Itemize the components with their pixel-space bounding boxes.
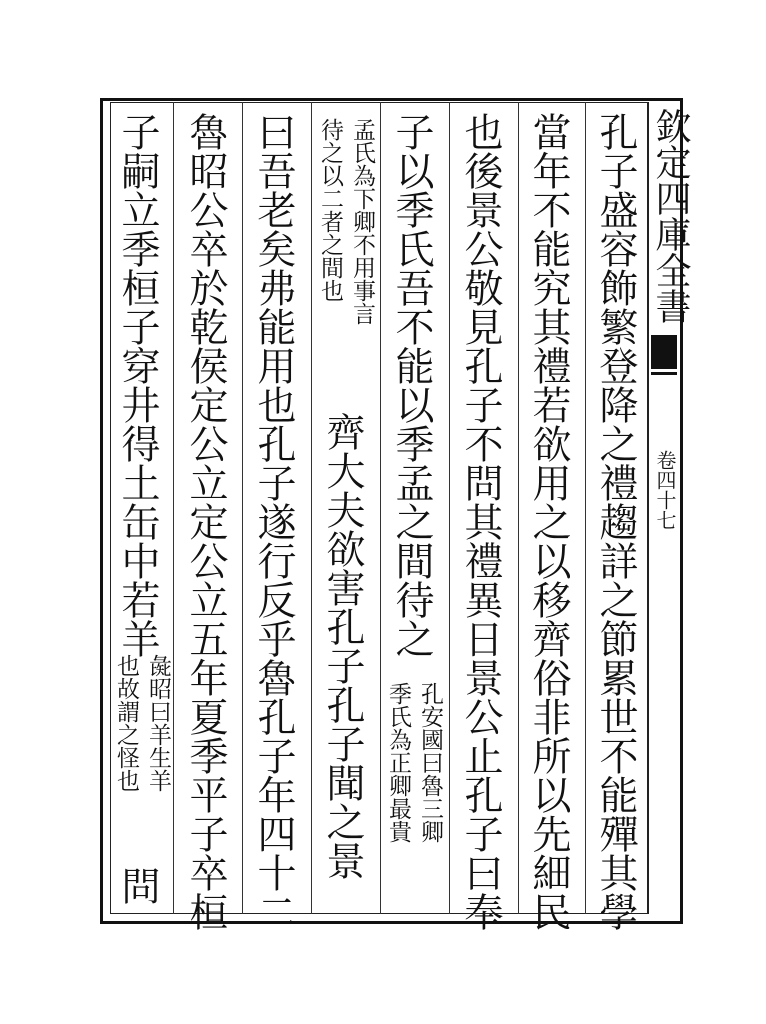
text-column-3: 也後景公敬見孔子不問其禮異日景公止孔子曰奉 <box>458 112 503 931</box>
margin-juan: 卷四十七 <box>653 450 677 530</box>
text-column-2: 當年不能究其禮若欲用之以移齊俗非所以先細民 <box>526 112 571 931</box>
column-rule <box>380 102 381 914</box>
margin-title: 欽定四庫全書 <box>650 108 691 324</box>
text-column-4-main: 子以季氏吾不能以季孟之間待之 <box>389 112 434 658</box>
column-rule <box>311 102 312 914</box>
column-rule <box>173 102 174 914</box>
annotation-right: 孟氏為下卿不用事言 <box>349 118 375 325</box>
annotation-left: 待之以二者之間也 <box>317 118 343 302</box>
text-column-5-main: 齊大夫欲害孔子孔子聞之景 <box>320 412 365 880</box>
column-rule <box>242 102 243 914</box>
text-column-8-end: 問 <box>115 866 160 905</box>
annotation-right: 彘昭曰羊生羊 <box>145 654 171 792</box>
column-rule <box>449 102 450 914</box>
column-rule <box>518 102 519 914</box>
margin-divider <box>648 102 649 914</box>
fish-tail-line <box>651 372 677 375</box>
text-column-1: 孔子盛容飾繁登降之禮趨詳之節累世不能殫其學 <box>593 112 638 931</box>
text-column-8-main: 子嗣立季桓子穿井得土缶中若羊 <box>115 112 160 658</box>
annotation-right: 孔安國曰魯三卿 <box>417 682 443 843</box>
annotation-left: 季氏為正卿最貴 <box>385 682 411 843</box>
annotation-left: 也故謂之怪也 <box>113 654 139 792</box>
fish-tail-mark <box>651 335 677 369</box>
column-rule <box>585 102 586 914</box>
text-column-7: 魯昭公卒於乾侯定公立定公立五年夏季平子卒桓 <box>183 112 228 931</box>
text-column-6: 曰吾老矣弗能用也孔子遂行反乎魯孔子年四十二 <box>251 112 296 931</box>
